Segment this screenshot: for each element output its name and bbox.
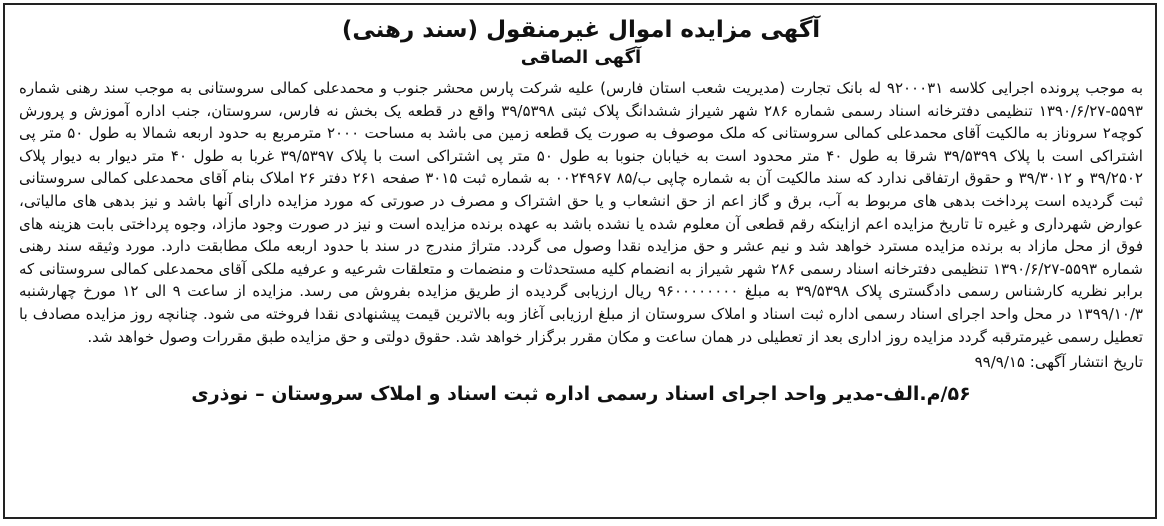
notice-title: آگهی مزایده اموال غیرمنقول (سند رهنی) bbox=[341, 17, 821, 43]
footer-reference: ۵۶/م.الف bbox=[883, 383, 971, 406]
publish-date-label: تاریخ انتشار آگهی: bbox=[1029, 353, 1143, 372]
publish-date-line bbox=[19, 350, 1143, 374]
footer-separator: - bbox=[875, 383, 884, 406]
footer-signature: مدیر واحد اجرای اسناد رسمی اداره ثبت اسناد و املاک سروستان bbox=[271, 383, 876, 406]
notice-frame bbox=[3, 3, 1157, 519]
notice-footer bbox=[19, 380, 1143, 408]
footer-official-name: نوذری bbox=[191, 383, 249, 406]
footer-dash: – bbox=[255, 383, 265, 406]
notice-body: به موجب پرونده اجرایی کلاسه ۹۲۰۰۰۳۱ له بانک تجارت (مدیریت شعب استان فارس) علیه شرکت پارس محشر جنوب و محمدعلی کمالی سروستانی به موجب سند رهنی شماره ۵۵۹۳-۱۳۹۰/۶/۲۷ تنظیمی دفترخانه اسناد رسمی شماره ۲۸۶ شهر شیراز ششدانگ پلاک ثبتی ۳۹/۵۳۹۸ واقع در قطعه یک بخش نه فارس، سروستان، جنب اداره آموزش و پرورش کوچه۲ سروناز به مالکیت آقای محمدعلی کمالی سروستانی که ملک موصوف به صورت یک قطعه زمین می باشد به مساحت ۲۰۰۰ مترمربع به حدود اربعه شمالا به طول ۵۰ متر پی اشتراکی است با پلاک ۳۹/۵۳۹۹ شرقا به طول ۴۰ متر محدود است به خیابان جنوبا به طول ۵۰ متر پی اشتراکی است با پلاک ۳۹/۵۳۹۷ غربا به طول ۴۰ متر دیوار به دیوار پلاک ۳۹/۲۵۰۲ و ۳۹/۳۰۱۲ و حقوق ارتفاقی ندارد که سند مالکیت آن به شماره چاپی ب/۸۵ ۰۰۲۴۹۶۷ به شماره ثبت ۳۰۱۵ صفحه ۲۶۱ دفتر ۲۶ املاک بنام آقای محمدعلی کمالی سروستانی ثبت گردیده است پرداخت بدهی های مربوط به آب، برق و گاز اعم از حق انشعاب و یا حق اشتراک و مصرف در صورتی که مورد مزایده دارای آنها باشد و نیز بدهی های مالیاتی، عوارض شهرداری و غیره تا تاریخ مزایده اعم ازاینکه رقم قطعی آن معلوم شده یا نشده باشد به عهده برنده مزایده است و نیز در صورت وجود مازاد، وجوه پرداختی بابت هزینه های فوق از محل مازاد به برنده مزایده مسترد خواهد شد و نیم عشر و حق مزایده نقدا وصول می گردد. متراژ مندرج در سند با حدود اربعه ملک مطابقت دارد. مورد وثیقه سند رهنی شماره ۵۵۹۳-۱۳۹۰/۶/۲۷ تنظیمی دفترخانه اسناد رسمی ۲۸۶ شهر شیراز به انضمام کلیه مستحدثات و منضمات و متعلقات شرعیه و عرفیه ملکی آقای محمدعلی کمالی سروستانی که برابر نظریه کارشناس رسمی دادگستری پلاک ۳۹/۵۳۹۸ به مبلغ ۹۶۰۰۰۰۰۰۰۰ ریال ارزیابی گردیده از طریق مزایده بفروش می رسد. مزایده از ساعت ۹ الی ۱۲ مورخ چهارشنبه ۱۳۹۹/۱۰/۳ در محل واحد اجرای اسناد رسمی اداره ثبت اسناد و املاک سروستان از مبلغ ارزیابی آغاز وبه بالاترین قیمت پیشنهادی نقدا فروخته می شود. چنانچه روز مزایده مصادف با تعطیل رسمی غیرمترقبه گردد مزایده روز اداری بعد از تعطیلی در همان ساعت و مکان مقرر برگزار خواهد شد. حقوق دولتی و حق مزایده طبق مقررات وصول خواهد شد. bbox=[19, 79, 1143, 346]
publish-date-value: ۹۹/۹/۱۵ bbox=[974, 353, 1025, 372]
notice-subtitle: آگهی الصاقی bbox=[520, 47, 642, 68]
auction-notice bbox=[19, 15, 1143, 408]
